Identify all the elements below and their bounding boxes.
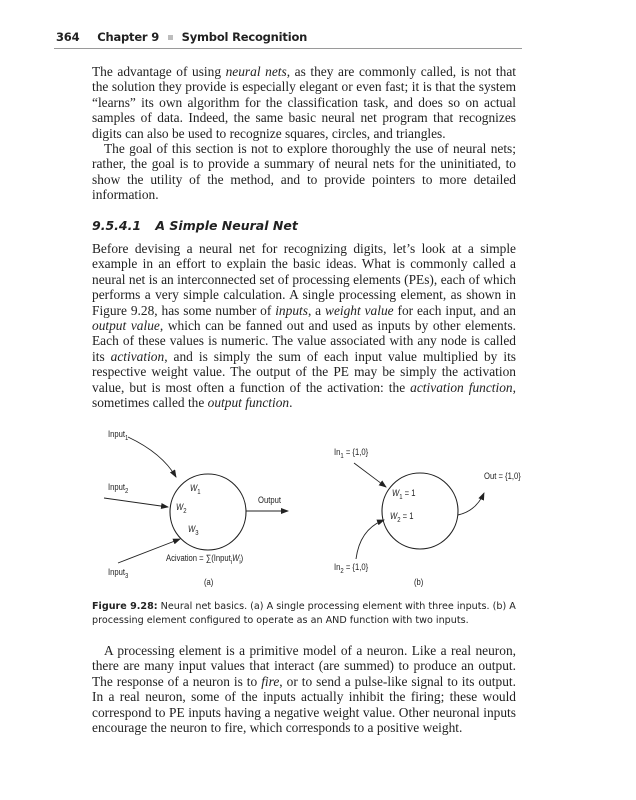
- paragraph-simple-net: Before devising a neural net for recognizing digits, let’s look at a simple example in an effort to explain the basic ideas. What is commonly called a neural net is an interconnected set of processing elements (PEs), each of which performs a very simple calculation. A single processing element, as shown in Figure 9.28, has some number of inputs, a weight value for each input, and an output value, which can be fanned out and used as inputs by other elements. Each of these values is numeric. The value associated with any node is called its activation, and is simply the sum of each input value multiplied by its respective weight value. The output of the PE may be simply the activation value, but is most often a function of the activation: the activation function, sometimes called the output function.: [92, 241, 517, 411]
- chapter-title: Symbol Recognition: [181, 30, 308, 44]
- input1-arrow: [128, 437, 176, 477]
- input2-arrow: [104, 498, 168, 507]
- panel-a-label: (a): [204, 577, 214, 587]
- section-title: A Simple Neural Net: [155, 218, 298, 233]
- w1-label: $W_1$: [190, 483, 201, 496]
- w1-value-label: $W_1 = 1$: [392, 488, 416, 501]
- w3-label: $W_3$: [188, 524, 199, 537]
- w2-value-label: $W_2 = 1$: [390, 511, 414, 524]
- neural-net-diagram: [92, 425, 532, 600]
- input2-label: Input$_2$: [108, 482, 129, 495]
- figure-9-28: [92, 425, 532, 600]
- input1-label: Input$_1$: [108, 429, 129, 442]
- caption-label: Figure 9.28:: [92, 601, 158, 612]
- paragraph-goal: The goal of this section is not to explore thoroughly the use of neural nets; rather, the goal is to provide a summary of neural nets for the uninitiated, to show the utility of the method, and to provide pointers to more detailed information.: [92, 141, 516, 203]
- panel-b-label: (b): [414, 577, 424, 587]
- out-arrow: [458, 493, 484, 515]
- figure-caption: [92, 600, 522, 628]
- paragraph-advantage: The advantage of using neural nets, as they are commonly called, is not that the solution they provide is especially elegant or even fast; it is that the system “learns” its own algorithm for the classification task, and does so on actual samples of data. Indeed, the same basic neural net program that recognizes digits can also be used to recognize squares, circles, and triangles.: [92, 64, 516, 141]
- running-header: [54, 28, 522, 49]
- section-number: 9.5.4.1: [92, 218, 142, 233]
- input3-label: Input$_3$: [108, 567, 129, 580]
- output-label: Output: [258, 495, 281, 505]
- section-heading: [92, 218, 298, 233]
- intro-text: [92, 64, 516, 203]
- in2-label: $In_2 = \{1,0\}$: [334, 562, 369, 575]
- caption-text: Neural net basics. (a) A single processing element with three inputs. (b) A processing element configured to operate as an AND function with two inputs.: [92, 601, 516, 626]
- in1-label: $In_1 = \{1,0\}$: [334, 447, 369, 460]
- page-number: 364: [56, 30, 80, 44]
- w2-label: $W_2$: [176, 502, 187, 515]
- paragraph-neuron: A processing element is a primitive model of a neuron. Like a real neuron, there are many input values that interact (are summed) to produce an output. The response of a neuron is to fire, or to send a pulse-like signal to its output. In a real neuron, some of the inputs actually inhibit the firing; these would correspond to PE inputs having a negative weight value. Other neuronal inputs encourage the neuron to fire, which corresponds to a positive weight.: [92, 643, 516, 736]
- chapter-label: Chapter 9: [97, 30, 160, 44]
- out-label: Out = {1,0}: [484, 471, 521, 481]
- activation-formula: Acivation = $\sum(Input_iW_i)$: [166, 553, 244, 566]
- section-text: [92, 241, 516, 410]
- in1-arrow: [354, 463, 386, 487]
- closing-text: [92, 643, 516, 735]
- square-bullet-icon: [168, 35, 173, 40]
- in2-arrow: [356, 520, 384, 559]
